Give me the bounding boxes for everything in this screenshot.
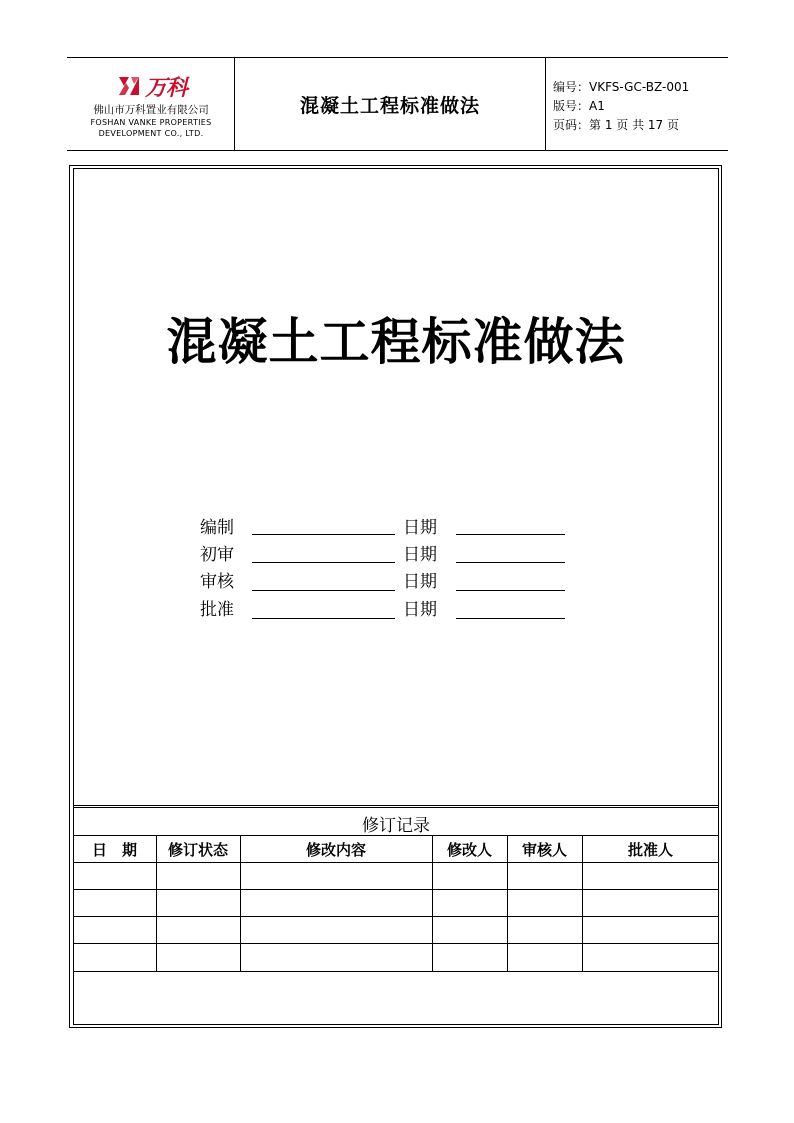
doc-page-value: 第 1 页 共 17 页 bbox=[589, 118, 679, 132]
table-header-approver: 批准人 bbox=[627, 841, 673, 859]
table-rule bbox=[73, 889, 719, 890]
sig-date-label-compile: 日期 bbox=[403, 518, 437, 538]
doc-version-label: 版号： bbox=[553, 99, 590, 113]
sig-label-approve: 批准 bbox=[200, 600, 234, 620]
doc-page-label: 页码： bbox=[553, 118, 590, 132]
vanke-logo-icon bbox=[117, 74, 141, 98]
header-doc-title: 混凝土工程标准做法 bbox=[299, 94, 480, 117]
table-rule bbox=[73, 971, 719, 972]
cover-frame-inner bbox=[73, 168, 719, 1025]
revision-separator bbox=[73, 805, 719, 808]
doc-number bbox=[553, 78, 689, 95]
sig-date-line-approve bbox=[456, 618, 565, 619]
sig-line-review bbox=[252, 590, 395, 591]
table-header-date: 日 期 bbox=[91, 841, 137, 859]
sig-date-label-first-review: 日期 bbox=[403, 545, 437, 565]
company-name-en-line2: DEVELOPMENT CO., LTD. bbox=[98, 129, 204, 138]
cover-title: 混凝土工程标准做法 bbox=[166, 312, 626, 371]
table-rule bbox=[73, 943, 719, 944]
sig-date-line-review bbox=[456, 590, 565, 591]
brand-name: 万科 bbox=[145, 76, 188, 101]
sig-label-first-review: 初审 bbox=[200, 545, 234, 565]
doc-page bbox=[553, 116, 679, 133]
table-header-status: 修订状态 bbox=[167, 841, 228, 859]
table-rule bbox=[73, 916, 719, 917]
company-logo-block bbox=[67, 58, 235, 150]
sig-date-label-review: 日期 bbox=[403, 572, 437, 592]
doc-number-label: 编号： bbox=[553, 80, 590, 94]
doc-version bbox=[553, 97, 605, 114]
document-header bbox=[67, 57, 728, 151]
doc-version-value: A1 bbox=[589, 99, 605, 113]
sig-line-compile bbox=[252, 534, 395, 535]
company-name-en-line1: FOSHAN VANKE PROPERTIES bbox=[90, 118, 212, 127]
doc-number-value: VKFS-GC-BZ-001 bbox=[589, 80, 690, 94]
table-header-reviewer: 审核人 bbox=[521, 841, 567, 859]
company-name-cn: 佛山市万科置业有限公司 bbox=[93, 104, 209, 116]
doc-info-cell bbox=[546, 58, 728, 150]
sig-line-approve bbox=[252, 618, 395, 619]
sig-date-line-compile bbox=[456, 534, 565, 535]
table-header-modifier: 修改人 bbox=[446, 841, 492, 859]
sig-line-first-review bbox=[252, 562, 395, 563]
header-title-cell bbox=[235, 58, 546, 150]
sig-label-compile: 编制 bbox=[200, 518, 234, 538]
table-rule bbox=[73, 835, 719, 836]
sig-date-line-first-review bbox=[456, 562, 565, 563]
sig-label-review: 审核 bbox=[200, 572, 234, 592]
sig-date-label-approve: 日期 bbox=[403, 600, 437, 620]
revision-title: 修订记录 bbox=[362, 816, 430, 836]
table-header-content: 修改内容 bbox=[305, 841, 366, 859]
